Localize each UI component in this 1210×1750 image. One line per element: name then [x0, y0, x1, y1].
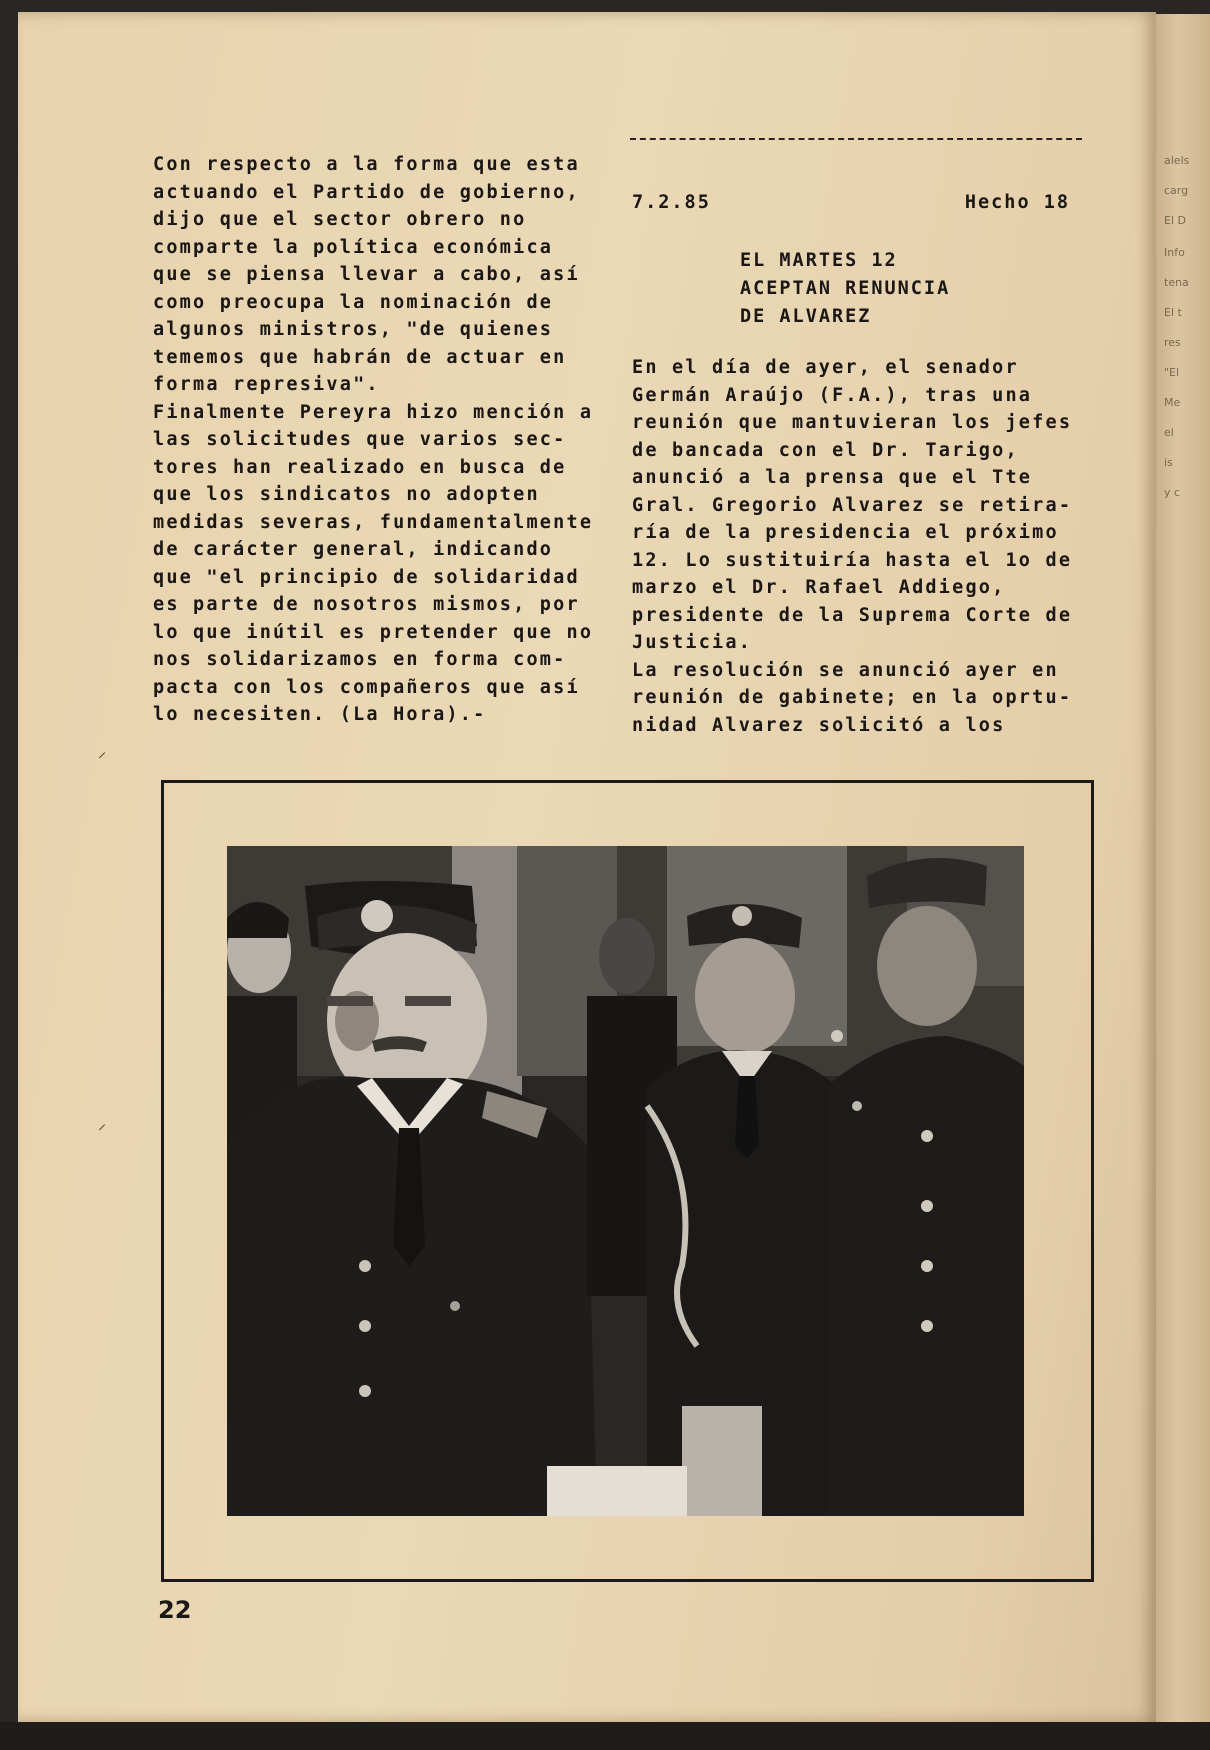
margin-mark: ⸝ — [98, 742, 107, 761]
text-line: que "el principio de solidaridad — [153, 566, 580, 588]
text-line: pacta con los compañeros que así — [153, 676, 580, 698]
text-line: anunció a la prensa que el Tte — [632, 467, 1033, 488]
text-line: las solicitudes que varios sec- — [153, 429, 567, 450]
text-line: tememos que habrán de actuar en — [153, 346, 567, 368]
scan-bottom-edge — [0, 1722, 1210, 1750]
entry-date: 7.2.85 — [632, 192, 711, 213]
text-line: nos solidarizamos en forma com- — [153, 649, 567, 670]
headline-line: DE ALVAREZ — [740, 306, 872, 327]
text-line: reunión de gabinete; en la oprtu- — [632, 687, 1073, 708]
page-number: 22 — [158, 1596, 192, 1624]
headline-line: EL MARTES 12 — [740, 250, 898, 271]
text-line: tores han realizado en busca de — [153, 456, 567, 478]
fact-label: Hecho 18 — [964, 192, 1070, 213]
text-line: nidad Alvarez solicitó a los — [632, 714, 1006, 736]
text-line: de bancada con el Dr. Tarigo, — [632, 439, 1019, 461]
text-line: Gral. Gregorio Alvarez se retira- — [632, 494, 1073, 516]
text-line: reunión que mantuvieran los jefes — [632, 412, 1073, 433]
military-officers-photo — [227, 846, 1024, 1516]
text-line: 12. Lo sustituiría hasta el 1o de — [632, 549, 1073, 571]
text-line: que se piensa llevar a cabo, así — [153, 264, 580, 285]
text-line: Con respecto a la forma que esta — [153, 154, 580, 175]
text-line: actuando el Partido de gobierno, — [153, 181, 580, 203]
text-line: Finalmente Pereyra hizo mención a — [153, 401, 594, 423]
text-line: dijo que el sector obrero no — [153, 209, 527, 230]
text-line: como preocupa la nominación de — [153, 291, 554, 313]
text-line: de carácter general, indicando — [153, 539, 554, 560]
text-line: ría de la presidencia el próximo — [632, 522, 1059, 543]
margin-mark: ⸝ — [98, 1114, 107, 1133]
text-line: es parte de nosotros mismos, por — [153, 594, 580, 615]
text-line: presidente de la Suprema Corte de — [632, 604, 1073, 626]
left-column-text — [153, 151, 605, 729]
dashed-separator — [630, 138, 1082, 140]
text-line: Germán Araújo (F.A.), tras una — [632, 384, 1033, 406]
text-line: algunos ministros, "de quienes — [153, 319, 554, 340]
adjacent-page-edge: alels carg El D Info tena El t res "El Me el is y c — [1156, 14, 1210, 1722]
text-line: Justicia. — [632, 632, 753, 653]
text-line: comparte la política económica — [153, 236, 554, 258]
text-line: medidas severas, fundamentalmente — [153, 511, 594, 533]
text-line: que los sindicatos no adopten — [153, 484, 540, 505]
text-line: En el día de ayer, el senador — [632, 357, 1019, 378]
text-line: marzo el Dr. Rafael Addiego, — [632, 577, 1006, 598]
text-line: forma represiva". — [153, 374, 380, 395]
text-line: La resolución se anunció ayer en — [632, 659, 1059, 681]
text-line: lo que inútil es pretender que no — [153, 621, 594, 643]
right-column-text — [632, 354, 1092, 739]
article-headline — [740, 247, 1040, 331]
text-line: lo necesiten. (La Hora).- — [153, 704, 487, 725]
headline-line: ACEPTAN RENUNCIA — [740, 278, 951, 299]
